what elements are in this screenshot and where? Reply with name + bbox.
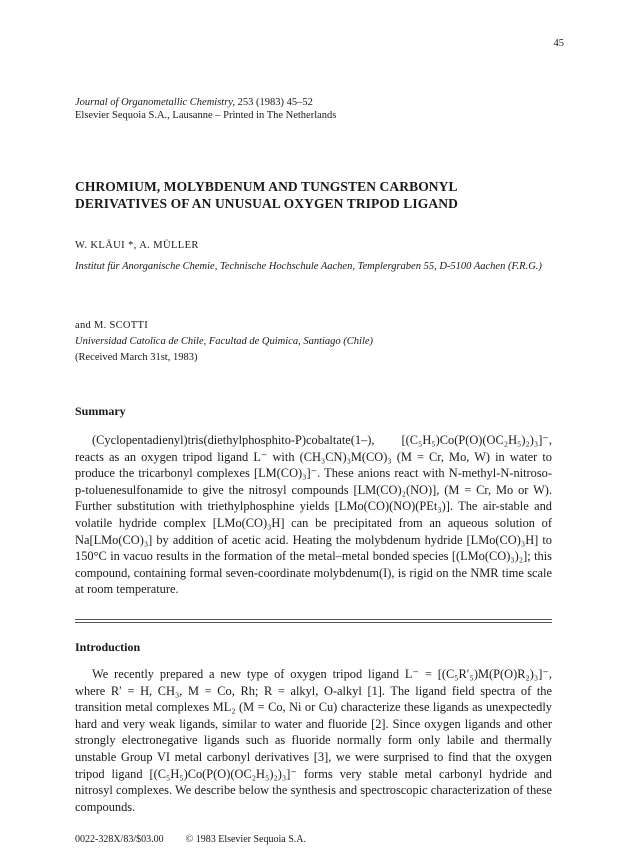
author-list-secondary: and M. SCOTTI [75,320,149,331]
footer-copyright: © 1983 Elsevier Sequoia S.A. [185,834,306,845]
introduction-heading: Introduction [75,640,141,654]
summary-paragraph: (Cyclopentadienyl)tris(diethylphosphito-P)cobaltate(1–), [(C₅H₅)Co(P(O)(OC₂H₅)₂)₃]⁻, reacts as an oxygen tripod ligand L⁻ with (CH₃CN)₃M(CO)₃ (M = Cr, Mo, W) in water to produce the tricarbonyl complexes [LM(CO)₃]⁻. These anions react with N-methyl-N-nitroso-p-toluenesulfonamide to give the nitrosyl compounds [LM(CO)₂(NO)], (M = Cr, Mo or W). Further substitution with triethylphosphine yields [LMo(CO)(NO)(PEt₃)]. The air-stable and volatile hydride complex [LMo(CO)₃H] can be precipitated from an aqueous solution of Na[LMo(CO)₃] by addition of acetic acid. Heating the molybdenum hydride [LMo(CO)₃H] to 150°C in vacuo results in the formation of the metal–metal bonded species [(LMo(CO)₃)₂]; this compound, containing formal seven-coordinate molybdenum(I), is rigid on the NMR time scale at room temperature. [75,433,552,597]
page-footer [75,834,306,845]
journal-citation: 253 (1983) 45–52 [235,97,313,108]
summary-heading: Summary [75,404,126,418]
author-list-primary: W. KLÄUI *, A. MÜLLER [75,240,199,251]
affiliation-secondary: Universidad Catolica de Chile, Facultad de Quimica, Santiago (Chile) [75,336,374,347]
introduction-paragraph: We recently prepared a new type of oxygen tripod ligand L⁻ = [(C₅R′₅)M(P(O)R₂)₃]⁻, where R′ = H, CH₃, M = Co, Rh; R = alkyl, O-alkyl [1]. The ligand field spectra of the transition metal complexes ML₂ (M = Co, Ni or Cu) characterize these ligands as unexpectedly hard and very weak ligands, similar to water and fluoride [2]. Since oxygen ligands and other strongly electronegative ligands such as fluoride normally form only labile and thermally unstable Group VI metal carbonyl derivatives [3], we were surprised to find that the oxygen tripod ligand [(C₅H₅)Co(P(O)(OC₂H₅)₂)₃]⁻ forms very stable metal carbonyl hydride and nitrosyl complexes. We describe below the synthesis and spectroscopic characterization of these compounds. [75,667,552,814]
article-title: CHROMIUM, MOLYBDENUM AND TUNGSTEN CARBONYL DERIVATIVES OF AN UNUSUAL OXYGEN TRIPOD LIGAND [75,179,458,211]
journal-header [75,96,336,122]
journal-citation-line [75,96,336,109]
journal-name: Journal of Organometallic Chemistry, [75,97,236,108]
received-date: (Received March 31st, 1983) [75,352,198,363]
section-divider [75,622,552,623]
section-divider [75,619,552,620]
footer-code: 0022-328X/83/$03.00 [75,834,164,845]
affiliation-primary: Institut für Anorganische Chemie, Technische Hochschule Aachen, Templergraben 55, D-5100 Aachen (F.R.G.) [75,261,542,272]
journal-publisher: Elsevier Sequoia S.A., Lausanne – Printed in The Netherlands [75,110,337,121]
page-number: 45 [553,38,564,49]
